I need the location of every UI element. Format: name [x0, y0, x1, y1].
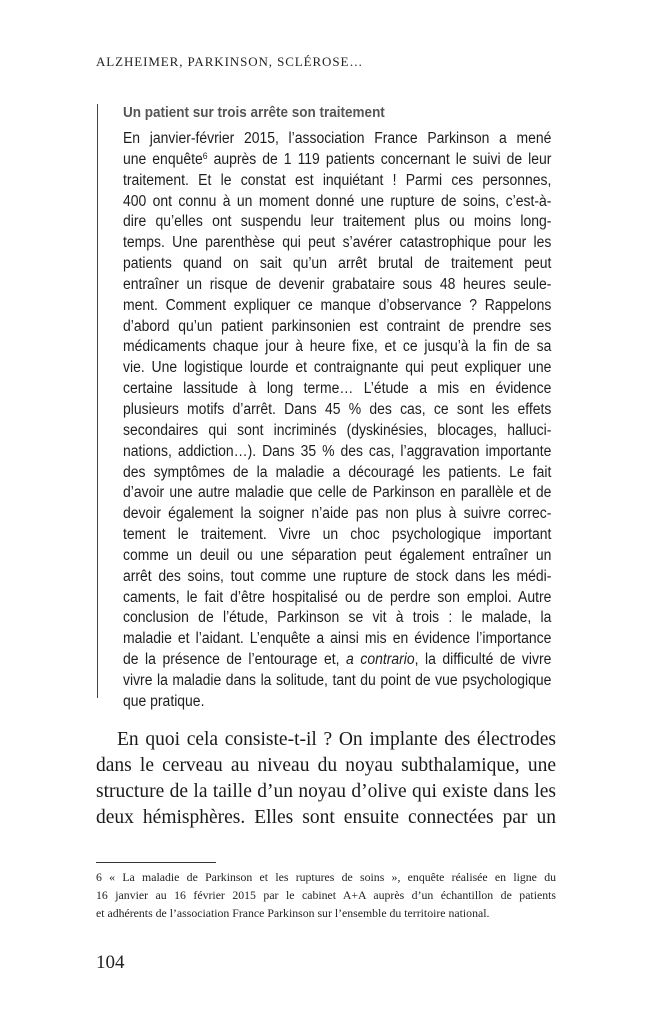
- box-line: médicaments chaque jour à heure fixe, et ce jusqu’à la fin de sa: [123, 338, 552, 356]
- box-line: certaine lassitude à long terme… L’étude a mis en évidence: [123, 380, 552, 398]
- box-line: patients quand on sait qu’un arrêt brutal de traitement peut: [123, 255, 552, 273]
- box-line: 400 ont connu à un moment donné une rupture de soins, c’est-à-: [123, 192, 552, 210]
- footnote-rule: [96, 862, 216, 863]
- box-line: d’avoir une autre maladie que celle de Parkinson en parallèle et de: [123, 484, 552, 502]
- box-line: plusieurs motifs d’arrêt. Dans 45 % des cas, ce sont les effets: [123, 400, 552, 418]
- running-head: ALZHEIMER, PARKINSON, SCLÉROSE…: [96, 54, 364, 69]
- box-line: secondaires qui sont incriminés (dyskinésies, blocages, halluci-: [123, 421, 552, 439]
- box-line: que pratique.: [123, 692, 205, 710]
- box-line: vivre la maladie dans la solitude, tant du point de vue psychologique: [123, 671, 552, 689]
- box-line: arrêt des soins, tout comme une rupture de stock dans les médi-: [123, 567, 552, 585]
- footnote-line: 6 « La maladie de Parkinson et les ruptures de soins », enquête réalisée en ligne du: [96, 870, 556, 884]
- footnote: [96, 868, 556, 922]
- box-line: conclusion de l’étude, Parkinson se vit à trois : le malade, la: [123, 609, 552, 627]
- footnote-line: et adhérents de l’association France Parkinson sur l’ensemble du territoire national.: [96, 906, 490, 920]
- box-title: Un patient sur trois arrête son traitement: [123, 104, 385, 121]
- box-line: nations, addiction…). Dans 35 % des cas, l’aggravation importante: [123, 442, 552, 460]
- box-line: une enquête$^6$ auprès de 1 119 patients concernant le suivi de leur: [123, 150, 552, 168]
- main-line: dans le cerveau au niveau du noyau subthalamique, une: [96, 755, 556, 776]
- box-line: vie. Une logistique lourde et contraignante qui peut expliquer une: [123, 359, 552, 377]
- box-line: maladie et l’aidant. L’enquête a ainsi mis en évidence l’importance: [123, 630, 552, 648]
- italic-phrase: a contrario: [346, 651, 415, 669]
- footnote-ref[interactable]: 6: [202, 150, 208, 162]
- box-line: comme un deuil ou une séparation peut également entraîner un: [123, 546, 552, 564]
- box-line: caments, le fait d’être hospitalisé ou de perdre son emploi. Autre: [123, 588, 552, 606]
- page-number: 104: [96, 952, 125, 973]
- main-line: structure de la taille d’un noyau d’olive qui existe dans les: [96, 781, 556, 802]
- footnote-line: 16 janvier au 16 février 2015 par le cabinet A+A auprès d’un échantillon de patients: [96, 888, 556, 902]
- box-line: ment. Comment expliquer ce manque d’observance ? Rappelons: [123, 296, 552, 314]
- box-line: dire qu’elles ont suspendu leur traitement plus ou moins long-: [123, 213, 552, 231]
- box-line: d’abord qu’un patient parkinsonien est contraint de prendre ses: [123, 317, 552, 335]
- box-line: devoir également la soigner n’aide pas non plus à suivre correc-: [123, 505, 552, 523]
- box-line: En janvier-février 2015, l’association France Parkinson a mené: [123, 130, 552, 147]
- box-line: entraîner un risque de devenir grabataire sous 48 heures seule-: [123, 275, 552, 293]
- main-line: En quoi cela consiste-t-il ? On implante des électrodes: [117, 729, 556, 750]
- box-line: de la présence de l’entourage et, a contrario, la difficulté de vivre: [123, 651, 552, 669]
- box-line: des symptômes de la maladie a découragé les patients. Le fait: [123, 463, 552, 481]
- sidebar-box: [97, 104, 558, 710]
- box-line: temps. Une parenthèse qui peut s’avérer catastrophique pour les: [123, 234, 552, 252]
- box-body: [123, 129, 551, 713]
- box-line: traitement. Et le constat est inquiétant ! Parmi ces personnes,: [123, 171, 552, 189]
- box-line: tement le traitement. Vivre un choc psychologique important: [123, 526, 552, 544]
- main-line: deux hémisphères. Elles sont ensuite connectées par un: [96, 807, 556, 828]
- main-paragraph: [96, 727, 556, 831]
